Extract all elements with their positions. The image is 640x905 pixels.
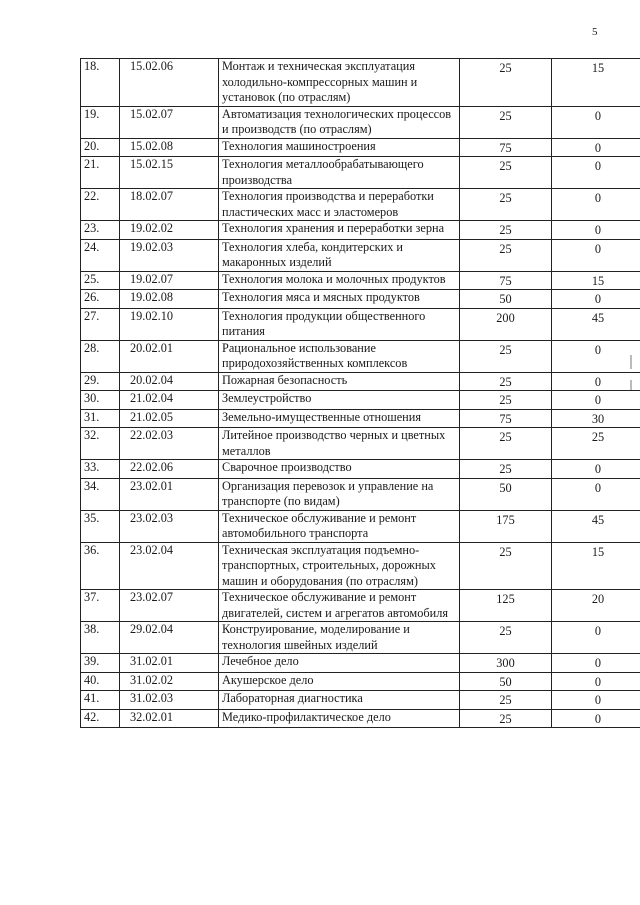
specialty-code-cell: 20.02.01: [120, 340, 219, 372]
row-number-cell: 25.: [81, 271, 120, 290]
count-column-1-cell: 25: [460, 239, 552, 271]
count-column-2-cell: 20: [552, 590, 640, 622]
row-number-cell: 31.: [81, 409, 120, 428]
row-number-cell: 28.: [81, 340, 120, 372]
specialty-name-cell: Медико-профилактическое дело: [219, 709, 460, 728]
specialty-code-cell: 15.02.06: [120, 59, 219, 107]
count-column-2-cell: 0: [552, 157, 640, 189]
specialty-code-cell: 22.02.03: [120, 428, 219, 460]
table-row: [81, 691, 640, 710]
specialty-name-cell: Акушерское дело: [219, 672, 460, 691]
count-column-2-cell: 0: [552, 691, 640, 710]
specialty-code-cell: 22.02.06: [120, 460, 219, 479]
specialty-name-cell: Техническое обслуживание и ремонт автомобильного транспорта: [219, 510, 460, 542]
specialty-code-cell: 23.02.01: [120, 478, 219, 510]
count-column-2-cell: 15: [552, 271, 640, 290]
table-row: [81, 59, 640, 107]
row-number-cell: 36.: [81, 542, 120, 590]
specialty-code-cell: 15.02.07: [120, 106, 219, 138]
count-column-1-cell: 300: [460, 654, 552, 673]
specialty-code-cell: 29.02.04: [120, 622, 219, 654]
count-column-2-cell: 45: [552, 308, 640, 340]
table-row: [81, 460, 640, 479]
count-column-2-cell: 0: [552, 239, 640, 271]
table-row: [81, 590, 640, 622]
count-column-2-cell: 0: [552, 478, 640, 510]
count-column-2-cell: 0: [552, 622, 640, 654]
row-number-cell: 33.: [81, 460, 120, 479]
count-column-2-cell: 0: [552, 372, 640, 391]
specialties-table: [80, 58, 640, 728]
scan-margin-mark: [630, 380, 632, 390]
table-row: [81, 654, 640, 673]
row-number-cell: 20.: [81, 138, 120, 157]
scan-margin-mark: [630, 355, 632, 369]
specialty-code-cell: 31.02.02: [120, 672, 219, 691]
table-row: [81, 340, 640, 372]
specialty-code-cell: 31.02.03: [120, 691, 219, 710]
specialty-code-cell: 19.02.07: [120, 271, 219, 290]
table-row: [81, 478, 640, 510]
specialty-name-cell: Монтаж и техническая эксплуатация холодильно-компрессорных машин и установок (по отраслям): [219, 59, 460, 107]
specialty-name-cell: Технология металлообрабатывающего производства: [219, 157, 460, 189]
count-column-1-cell: 25: [460, 340, 552, 372]
row-number-cell: 21.: [81, 157, 120, 189]
count-column-2-cell: 0: [552, 340, 640, 372]
row-number-cell: 19.: [81, 106, 120, 138]
count-column-2-cell: 0: [552, 106, 640, 138]
specialty-name-cell: Лечебное дело: [219, 654, 460, 673]
specialty-code-cell: 19.02.08: [120, 290, 219, 309]
table-row: [81, 510, 640, 542]
count-column-1-cell: 25: [460, 428, 552, 460]
count-column-1-cell: 25: [460, 691, 552, 710]
table-row: [81, 372, 640, 391]
row-number-cell: 29.: [81, 372, 120, 391]
row-number-cell: 30.: [81, 391, 120, 410]
row-number-cell: 38.: [81, 622, 120, 654]
row-number-cell: 42.: [81, 709, 120, 728]
specialty-name-cell: Технология хлеба, кондитерских и макаронных изделий: [219, 239, 460, 271]
row-number-cell: 32.: [81, 428, 120, 460]
specialty-code-cell: 15.02.15: [120, 157, 219, 189]
specialty-code-cell: 18.02.07: [120, 189, 219, 221]
count-column-1-cell: 50: [460, 290, 552, 309]
count-column-1-cell: 200: [460, 308, 552, 340]
table-row: [81, 622, 640, 654]
count-column-1-cell: 25: [460, 460, 552, 479]
count-column-2-cell: 30: [552, 409, 640, 428]
count-column-1-cell: 25: [460, 59, 552, 107]
count-column-1-cell: 25: [460, 391, 552, 410]
specialty-name-cell: Рациональное использование природохозяйственных комплексов: [219, 340, 460, 372]
specialty-name-cell: Технология мяса и мясных продуктов: [219, 290, 460, 309]
count-column-1-cell: 75: [460, 138, 552, 157]
count-column-1-cell: 75: [460, 271, 552, 290]
specialty-name-cell: Технология продукции общественного питания: [219, 308, 460, 340]
table-row: [81, 391, 640, 410]
count-column-2-cell: 25: [552, 428, 640, 460]
specialty-name-cell: Технология молока и молочных продуктов: [219, 271, 460, 290]
table-row: [81, 157, 640, 189]
specialty-code-cell: 23.02.03: [120, 510, 219, 542]
count-column-1-cell: 50: [460, 478, 552, 510]
table-row: [81, 428, 640, 460]
count-column-2-cell: 15: [552, 59, 640, 107]
row-number-cell: 39.: [81, 654, 120, 673]
row-number-cell: 40.: [81, 672, 120, 691]
specialty-code-cell: 32.02.01: [120, 709, 219, 728]
row-number-cell: 23.: [81, 221, 120, 240]
table-row: [81, 138, 640, 157]
specialty-code-cell: 23.02.04: [120, 542, 219, 590]
specialty-name-cell: Техническая эксплуатация подъемно-транспортных, строительных, дорожных машин и оборудования (по отраслям): [219, 542, 460, 590]
count-column-2-cell: 0: [552, 189, 640, 221]
specialty-name-cell: Земельно-имущественные отношения: [219, 409, 460, 428]
count-column-1-cell: 25: [460, 542, 552, 590]
specialty-name-cell: Организация перевозок и управление на транспорте (по видам): [219, 478, 460, 510]
count-column-1-cell: 25: [460, 622, 552, 654]
specialty-name-cell: Техническое обслуживание и ремонт двигателей, систем и агрегатов автомобиля: [219, 590, 460, 622]
specialty-code-cell: 31.02.01: [120, 654, 219, 673]
count-column-2-cell: 0: [552, 290, 640, 309]
row-number-cell: 22.: [81, 189, 120, 221]
table-body: [81, 59, 640, 728]
table-row: [81, 239, 640, 271]
count-column-2-cell: 0: [552, 460, 640, 479]
count-column-2-cell: 0: [552, 709, 640, 728]
count-column-2-cell: 0: [552, 654, 640, 673]
row-number-cell: 27.: [81, 308, 120, 340]
table-row: [81, 709, 640, 728]
row-number-cell: 41.: [81, 691, 120, 710]
specialty-code-cell: 23.02.07: [120, 590, 219, 622]
count-column-1-cell: 25: [460, 157, 552, 189]
specialty-name-cell: Землеустройство: [219, 391, 460, 410]
count-column-2-cell: 45: [552, 510, 640, 542]
count-column-2-cell: 0: [552, 391, 640, 410]
specialty-code-cell: 21.02.05: [120, 409, 219, 428]
count-column-2-cell: 15: [552, 542, 640, 590]
count-column-2-cell: 0: [552, 221, 640, 240]
row-number-cell: 26.: [81, 290, 120, 309]
row-number-cell: 34.: [81, 478, 120, 510]
specialty-name-cell: Литейное производство черных и цветных металлов: [219, 428, 460, 460]
table-row: [81, 189, 640, 221]
row-number-cell: 18.: [81, 59, 120, 107]
specialty-code-cell: 21.02.04: [120, 391, 219, 410]
count-column-1-cell: 25: [460, 106, 552, 138]
table-row: [81, 106, 640, 138]
page-number: 5: [592, 26, 598, 38]
table-row: [81, 672, 640, 691]
count-column-1-cell: 75: [460, 409, 552, 428]
specialty-name-cell: Технология хранения и переработки зерна: [219, 221, 460, 240]
count-column-1-cell: 25: [460, 372, 552, 391]
count-column-1-cell: 25: [460, 189, 552, 221]
table-row: [81, 308, 640, 340]
count-column-2-cell: 0: [552, 138, 640, 157]
table-row: [81, 290, 640, 309]
count-column-1-cell: 25: [460, 221, 552, 240]
specialty-name-cell: Автоматизация технологических процессов и производств (по отраслям): [219, 106, 460, 138]
specialty-name-cell: Технология производства и переработки пластических масс и эластомеров: [219, 189, 460, 221]
row-number-cell: 37.: [81, 590, 120, 622]
specialty-name-cell: Пожарная безопасность: [219, 372, 460, 391]
count-column-1-cell: 50: [460, 672, 552, 691]
specialty-name-cell: Конструирование, моделирование и технология швейных изделий: [219, 622, 460, 654]
specialty-code-cell: 20.02.04: [120, 372, 219, 391]
table-row: [81, 409, 640, 428]
specialty-code-cell: 19.02.03: [120, 239, 219, 271]
specialty-code-cell: 19.02.02: [120, 221, 219, 240]
count-column-2-cell: 0: [552, 672, 640, 691]
specialty-code-cell: 15.02.08: [120, 138, 219, 157]
count-column-1-cell: 25: [460, 709, 552, 728]
table-row: [81, 221, 640, 240]
row-number-cell: 35.: [81, 510, 120, 542]
table-row: [81, 271, 640, 290]
specialty-name-cell: Технология машиностроения: [219, 138, 460, 157]
specialty-name-cell: Лабораторная диагностика: [219, 691, 460, 710]
specialty-code-cell: 19.02.10: [120, 308, 219, 340]
count-column-1-cell: 175: [460, 510, 552, 542]
count-column-1-cell: 125: [460, 590, 552, 622]
table-row: [81, 542, 640, 590]
specialty-name-cell: Сварочное производство: [219, 460, 460, 479]
row-number-cell: 24.: [81, 239, 120, 271]
